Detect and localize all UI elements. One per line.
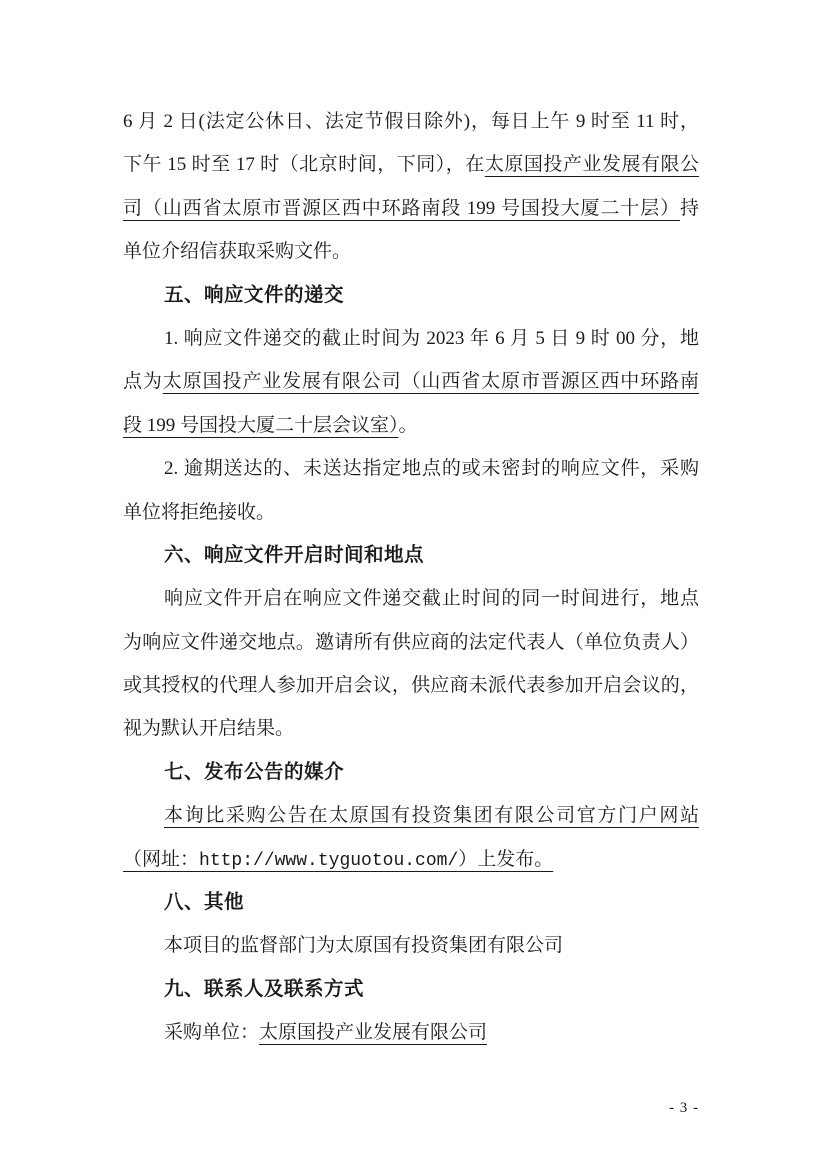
text-segment: 6 月 2 日(法定公休日、法定节假日除外)，每日上午 9 时至 11 时， <box>123 111 699 132</box>
text-segment: 。 <box>398 414 418 436</box>
text-line <box>123 360 699 403</box>
underlined-text: ）上发布。 <box>458 848 554 870</box>
text-line <box>123 1011 699 1054</box>
underlined-text: 段 199 号国投大厦二十层会议室） <box>123 414 399 436</box>
text-segment: 单位介绍信获取采购文件。 <box>123 241 352 263</box>
text-segment: 采购单位： <box>164 1022 260 1044</box>
text-line <box>123 447 699 490</box>
text-line <box>123 100 699 143</box>
text-segment: 下午 15 时至 17 时（北京时间，下同），在 <box>123 154 485 176</box>
text-segment: 持 <box>679 197 699 219</box>
section-heading <box>123 751 699 794</box>
text-line <box>123 143 699 186</box>
text-segment: 五、响应文件的递交 <box>164 283 345 306</box>
page-number: - 3 - <box>669 1100 699 1116</box>
text-line <box>123 317 699 360</box>
text-segment: 八、其他 <box>164 891 245 914</box>
text-line <box>123 577 699 620</box>
text-segment: 点为 <box>123 371 163 393</box>
text-line <box>123 924 699 967</box>
text-line <box>123 664 699 707</box>
text-segment: 六、响应文件开启时间和地点 <box>164 543 425 566</box>
underlined-text: 司（山西省太原市晋源区西中环路南段 199 号国投大厦二十层） <box>123 197 680 219</box>
text-line <box>123 404 699 447</box>
text-segment: 本项目的监督部门为太原国有投资集团有限公司 <box>164 935 564 957</box>
text-segment: 2. 逾期送达的、未送达指定地点的或未密封的响应文件，采购 <box>164 458 699 480</box>
text-segment: 或其授权的代理人参加开启会议，供应商未派代表参加开启会议的， <box>123 675 699 697</box>
text-segment: 为响应文件递交地点。邀请所有供应商的法定代表人（单位负责人） <box>123 631 699 653</box>
text-line <box>123 230 699 273</box>
text-line <box>123 707 699 750</box>
underlined-text: （网址： <box>123 848 200 870</box>
section-heading <box>123 968 699 1011</box>
text-line <box>123 838 699 881</box>
text-line <box>123 794 699 837</box>
text-segment: 九、联系人及联系方式 <box>164 977 365 1000</box>
section-heading <box>123 881 699 924</box>
section-heading <box>123 274 699 317</box>
url-text: http://www.tyguotou.com/ <box>199 850 459 871</box>
text-segment: 视为默认开启结果。 <box>123 718 295 740</box>
text-segment: 单位将拒绝接收。 <box>123 501 276 523</box>
text-segment: 七、发布公告的媒介 <box>164 760 345 783</box>
text-line <box>123 621 699 664</box>
section-heading <box>123 534 699 577</box>
document-content <box>123 100 699 1055</box>
underlined-text: 太原国投产业发展有限公司 <box>259 1022 488 1044</box>
text-line <box>123 491 699 534</box>
text-line <box>123 187 699 230</box>
underlined-text: 太原国投产业发展有限公 <box>484 154 699 176</box>
text-segment: 1. 响应文件递交的截止时间为 2023 年 6 月 5 日 9 时 00 分，地 <box>164 327 699 349</box>
text-segment: 响应文件开启在响应文件递交截止时间的同一时间进行，地点 <box>164 588 699 610</box>
underlined-text: 太原国投产业发展有限公司（山西省太原市晋源区西中环路南 <box>162 371 699 393</box>
underlined-text: 本询比采购公告在太原国有投资集团有限公司官方门户网站 <box>164 805 699 827</box>
